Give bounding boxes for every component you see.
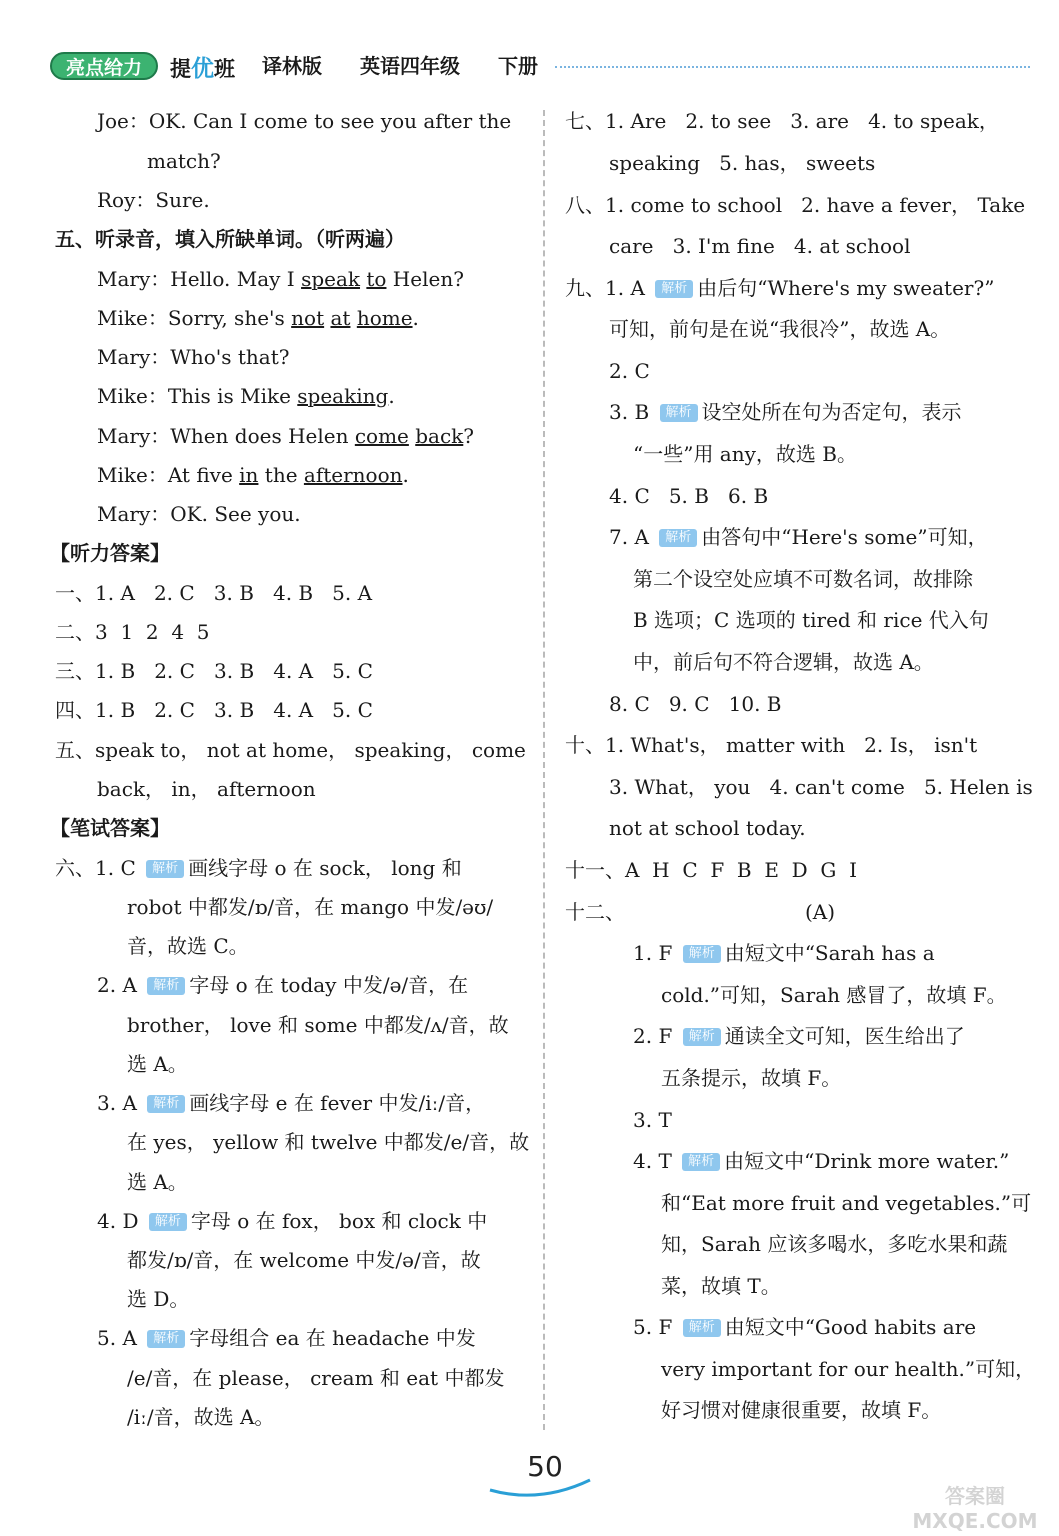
dialog-line: Joe：OK. Can I come to see you after the bbox=[97, 109, 512, 133]
answer-line: 可知，前句是在说“我很冷”，故选 A。 bbox=[609, 317, 951, 341]
subject: 英语四年级 bbox=[360, 54, 460, 78]
analysis-tag: 解析 bbox=[147, 1330, 185, 1348]
answer-line: 八、1. come to school 2. have a fever， Take bbox=[565, 193, 1026, 217]
dialog-line: Mike：This is Mike speaking. bbox=[97, 384, 395, 408]
answer-line: 菜，故填 T。 bbox=[661, 1274, 781, 1298]
series-pre: 提 bbox=[170, 57, 191, 81]
analysis-tag: 解析 bbox=[147, 1095, 185, 1113]
analysis-tag: 解析 bbox=[659, 529, 697, 547]
dialog-line: Mary：When does Helen come back? bbox=[97, 424, 475, 448]
answer-line: B 选项；C 选项的 tired 和 rice 代入句 bbox=[633, 608, 989, 632]
answer-line: 和“Eat more fruit and vegetables.”可 bbox=[661, 1191, 1032, 1215]
answer-line: 2. A 解析 字母 o 在 today 中发/ə/音，在 bbox=[97, 973, 469, 997]
analysis-tag: 解析 bbox=[149, 1213, 187, 1231]
dialog-line: Mary：OK. See you. bbox=[97, 502, 301, 526]
analysis-tag: 解析 bbox=[147, 977, 185, 995]
answer-line: 3. T bbox=[633, 1108, 672, 1132]
analysis-tag: 解析 bbox=[146, 860, 184, 878]
answer-line: 8. C 9. C 10. B bbox=[609, 692, 782, 716]
answer-line: 2. F 解析 通读全文可知，医生给出了 bbox=[633, 1024, 965, 1048]
answer-line: 3. A 解析 画线字母 e 在 fever 中发/iː/音， bbox=[97, 1091, 486, 1115]
answer-line: very important for our health.”可知， bbox=[661, 1357, 1036, 1381]
answer-line: not at school today. bbox=[609, 816, 806, 840]
answer-line: 4. C 5. B 6. B bbox=[609, 484, 769, 508]
analysis-tag: 解析 bbox=[683, 1319, 721, 1337]
answer-line: 四、1. B 2. C 3. B 4. A 5. C bbox=[55, 698, 373, 722]
answer-line: 九、1. A 解析 由后句“Where's my sweater?” bbox=[565, 276, 995, 300]
answer-line: 5. A 解析 字母组合 ea 在 headache 中发 bbox=[97, 1326, 476, 1350]
section-heading: 【听力答案】 bbox=[50, 541, 170, 565]
dialog-line: Mike：At five in the afternoon. bbox=[97, 463, 409, 487]
answer-line: 4. T 解析 由短文中“Drink more water.” bbox=[633, 1149, 1010, 1173]
page-header bbox=[0, 0, 1059, 90]
answer-line: 选 A。 bbox=[127, 1052, 188, 1076]
answer-line: 一、1. A 2. C 3. B 4. B 5. A bbox=[55, 581, 373, 605]
answer-line: 知，Sarah 应该多喝水，多吃水果和蔬 bbox=[661, 1232, 1008, 1256]
volume: 下册 bbox=[498, 54, 538, 78]
series-mid: 优 bbox=[191, 56, 214, 82]
answer-line: 第二个设空处应填不可数名词，故排除 bbox=[633, 567, 973, 591]
section-heading: 五、听录音，填入所缺单词。（听两遍） bbox=[55, 227, 405, 251]
answer-line: 十一、A H C F B E D G I bbox=[565, 858, 857, 882]
answer-line: 十二、 bbox=[565, 900, 625, 924]
answer-line: 六、1. C 解析 画线字母 o 在 sock， long 和 bbox=[55, 856, 462, 880]
answer-line: 7. A 解析 由答句中“Here's some”可知， bbox=[609, 525, 988, 549]
analysis-tag: 解析 bbox=[660, 404, 698, 422]
series-title bbox=[170, 50, 235, 83]
analysis-tag: 解析 bbox=[682, 1153, 720, 1171]
analysis-tag: 解析 bbox=[683, 945, 721, 963]
answer-line: /iː/音，故选 A。 bbox=[127, 1405, 275, 1429]
answer-line: 3. What， you 4. can't come 5. Helen is bbox=[609, 775, 1033, 799]
answer-line: 音，故选 C。 bbox=[127, 934, 249, 958]
answer-line: brother， love 和 some 中都发/ʌ/音，故 bbox=[127, 1013, 509, 1037]
edition: 译林版 bbox=[262, 54, 322, 78]
column-divider bbox=[543, 110, 545, 1430]
dialog-line: match? bbox=[147, 149, 221, 173]
answer-line: 3. B 解析 设空处所在句为否定句，表示 bbox=[609, 400, 962, 424]
analysis-tag: 解析 bbox=[655, 280, 693, 298]
answer-line: /e/音，在 please， cream 和 eat 中都发 bbox=[127, 1366, 505, 1390]
answer-line: 4. D 解析 字母 o 在 fox， box 和 clock 中 bbox=[97, 1209, 488, 1233]
answer-line: 七、1. Are 2. to see 3. are 4. to speak， bbox=[565, 109, 999, 133]
answer-line: 十、1. What's， matter with 2. Is， isn't bbox=[565, 733, 978, 757]
answer-line: back， in， afternoon bbox=[97, 777, 316, 801]
series-post: 班 bbox=[214, 57, 235, 81]
answer-line: 选 D。 bbox=[127, 1287, 190, 1311]
analysis-tag: 解析 bbox=[683, 1028, 721, 1046]
answer-line: robot 中都发/ɒ/音，在 mango 中发/əʊ/ bbox=[127, 895, 494, 919]
answer-line: 中，前后句不符合逻辑，故选 A。 bbox=[633, 650, 934, 674]
answer-line: “一些”用 any，故选 B。 bbox=[633, 442, 857, 466]
answer-line: 三、1. B 2. C 3. B 4. A 5. C bbox=[55, 659, 373, 683]
dialog-line: Roy：Sure. bbox=[97, 188, 210, 212]
subsection-label: (A) bbox=[805, 900, 836, 924]
answer-line: 2. C bbox=[609, 359, 650, 383]
dialog-line: Mary：Who's that? bbox=[97, 345, 290, 369]
section-heading: 【笔试答案】 bbox=[50, 816, 170, 840]
answer-line: 选 A。 bbox=[127, 1170, 188, 1194]
dialog-line: Mary：Hello. May I speak to Helen? bbox=[97, 267, 464, 291]
answer-line: 5. F 解析 由短文中“Good habits are bbox=[633, 1315, 977, 1339]
answer-line: 在 yes， yellow 和 twelve 中都发/e/音，故 bbox=[127, 1130, 530, 1154]
answer-line: 二、3 1 2 4 5 bbox=[55, 620, 210, 644]
page-number: 50 bbox=[527, 1450, 563, 1483]
answer-line: 好习惯对健康很重要，故填 F。 bbox=[661, 1398, 942, 1422]
answer-line: 1. F 解析 由短文中“Sarah has a bbox=[633, 941, 935, 965]
dialog-line: Mike：Sorry, she's not at home. bbox=[97, 306, 419, 330]
watermark-logo: 答案圈 MXQE.COM bbox=[912, 1484, 1038, 1533]
answer-line: 都发/ɒ/音，在 welcome 中发/ə/音，故 bbox=[127, 1248, 481, 1272]
answer-line: cold.”可知，Sarah 感冒了，故填 F。 bbox=[661, 983, 1007, 1007]
header-rule bbox=[555, 66, 1030, 68]
answer-line: 五、speak to， not at home， speaking， come bbox=[55, 738, 526, 762]
brand-badge: 亮点给力 bbox=[50, 52, 158, 80]
answer-line: care 3. I'm fine 4. at school bbox=[609, 234, 911, 258]
answer-line: speaking 5. has， sweets bbox=[609, 151, 876, 175]
answer-line: 五条提示，故填 F。 bbox=[661, 1066, 842, 1090]
